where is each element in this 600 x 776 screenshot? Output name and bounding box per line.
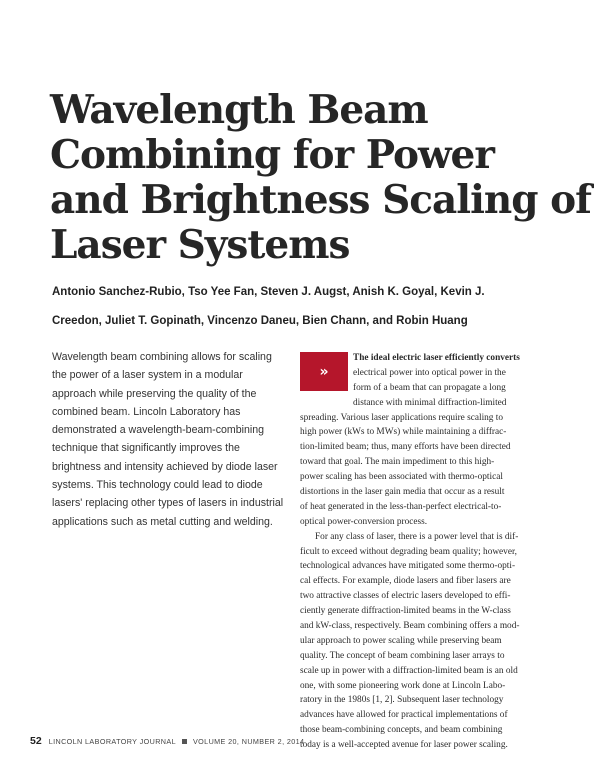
page-footer (30, 734, 570, 748)
body-line: ciently generate diffraction-limited beams in the W-class (300, 606, 511, 617)
body-line: electrical power into optical power in the (353, 367, 506, 378)
page-number: 52 (30, 735, 42, 747)
abstract-line: the power of a laser system in a modular (52, 369, 243, 382)
drop-marker-icon: » (300, 352, 348, 391)
abstract-line: demonstrated a wavelength-beam-combining (52, 424, 264, 437)
abstract-line: Wavelength beam combining allows for scaling (52, 351, 272, 363)
abstract (52, 348, 292, 531)
body-line: two attractive classes of electric lasers developed to effi- (300, 591, 511, 602)
body-line: form of a beam that can propagate a long (353, 382, 506, 393)
body-line: those beam-combining concepts, and beam combining (300, 725, 503, 736)
body-column (300, 351, 535, 753)
body-line: advances have allowed for practical implementations of (300, 710, 508, 721)
author-line: Antonio Sanchez-Rubio, Tso Yee Fan, Steven J. Augst, Anish K. Goyal, Kevin J. (52, 286, 485, 298)
abstract-line: combined beam. Lincoln Laboratory has (52, 405, 241, 418)
body-line: ular approach to power scaling while preserving beam (300, 635, 502, 646)
body-line: power scaling has been associated with thermo-optical (300, 472, 503, 483)
body-line: and kW-class, respectively. Beam combining offers a mod- (300, 621, 520, 632)
body-line: high power (kWs to MWs) while maintaining a diffrac- (300, 427, 507, 438)
title-line: Wavelength Beam (50, 87, 428, 133)
abstract-line: applications such as metal cutting and welding. (52, 515, 273, 528)
article-title (50, 87, 591, 268)
separator-square-icon (182, 739, 187, 744)
body-line: technological advances have mitigated some thermo-opti- (300, 561, 516, 572)
body-line: today is a well-accepted avenue for laser power scaling. (300, 740, 508, 751)
body-line: quality. The concept of beam combining laser arrays to (300, 650, 505, 661)
abstract-line: systems. This technology could lead to diode (52, 479, 263, 492)
lead-in-text: The ideal electric laser efficiently converts (353, 353, 520, 363)
title-line: and Brightness Scaling of (50, 177, 591, 223)
body-line: of heat generated in the less-than-perfect electrical-to- (300, 501, 502, 512)
abstract-line: brightness and intensity achieved by diode laser (52, 460, 278, 473)
body-line: distance with minimal diffraction-limited (353, 397, 507, 408)
author-line: Creedon, Juliet T. Gopinath, Vincenzo Daneu, Bien Chann, and Robin Huang (52, 315, 468, 327)
body-line: cal effects. For example, diode lasers and fiber lasers are (300, 576, 511, 587)
body-line: For any class of laser, there is a power level that is dif- (315, 531, 519, 542)
title-line: Laser Systems (50, 222, 350, 268)
journal-name: LINCOLN LABORATORY JOURNAL (48, 736, 176, 746)
body-line: scale up in power with a diffraction-limited beam is an old (300, 665, 518, 676)
body-line: one, with some pioneering work done at Lincoln Labo- (300, 680, 506, 691)
abstract-line: approach while preserving the quality of the (52, 387, 257, 400)
body-line: toward that goal. The main impediment to this high- (300, 457, 495, 468)
body-line: spreading. Various laser applications require scaling to (300, 412, 504, 423)
body-line: ficult to exceed without degrading beam quality; however, (300, 546, 518, 557)
title-line: Combining for Power (50, 132, 494, 178)
abstract-line: technique that significantly improves the (52, 442, 240, 455)
body-line: distortions in the laser gain media that occur as a result (300, 487, 505, 498)
issue-info: VOLUME 20, NUMBER 2, 2014 (192, 736, 305, 746)
author-list (52, 278, 542, 336)
body-line: optical power-conversion process. (300, 516, 428, 527)
abstract-line: lasers' replacing other types of lasers in industrial (52, 497, 284, 510)
body-line: tion-limited beam; thus, many efforts have been directed (300, 442, 511, 453)
body-line: ratory in the 1980s [1, 2]. Subsequent laser technology (300, 695, 504, 706)
